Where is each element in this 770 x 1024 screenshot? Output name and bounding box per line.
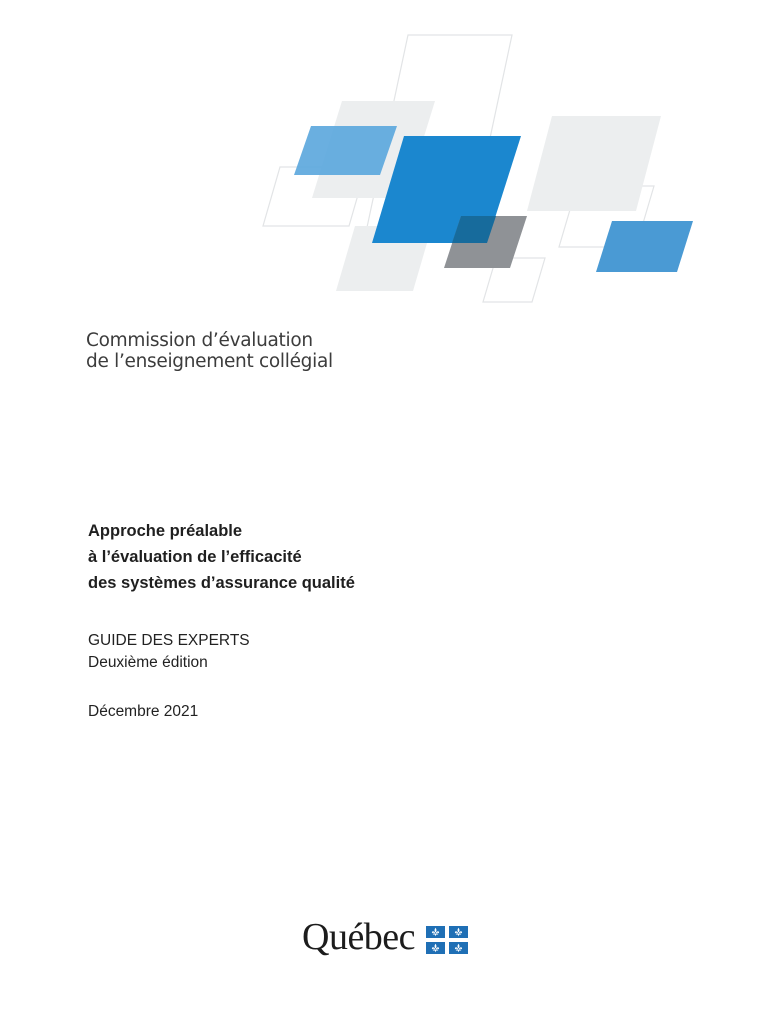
document-title-line-3: des systèmes d’assurance qualité [88, 574, 355, 592]
organization-name-line-2: de l’enseignement collégial [86, 351, 333, 372]
quebec-wordmark: Québec [302, 916, 416, 958]
publication-date: Décembre 2021 [88, 703, 199, 720]
pale-tile [527, 116, 661, 211]
cover-artwork [0, 0, 770, 340]
guide-label: GUIDE DES EXPERTS [88, 632, 250, 649]
edition-label: Deuxième édition [88, 654, 208, 671]
light-blue-tile [596, 221, 693, 272]
quebec-flag-icon [426, 926, 468, 954]
document-title-line-2: à l’évaluation de l’efficacité [88, 548, 302, 566]
light-blue-tile [294, 126, 397, 175]
organization-name-line-1: Commission d’évaluation [86, 330, 313, 351]
document-title-line-1: Approche préalable [88, 522, 243, 540]
